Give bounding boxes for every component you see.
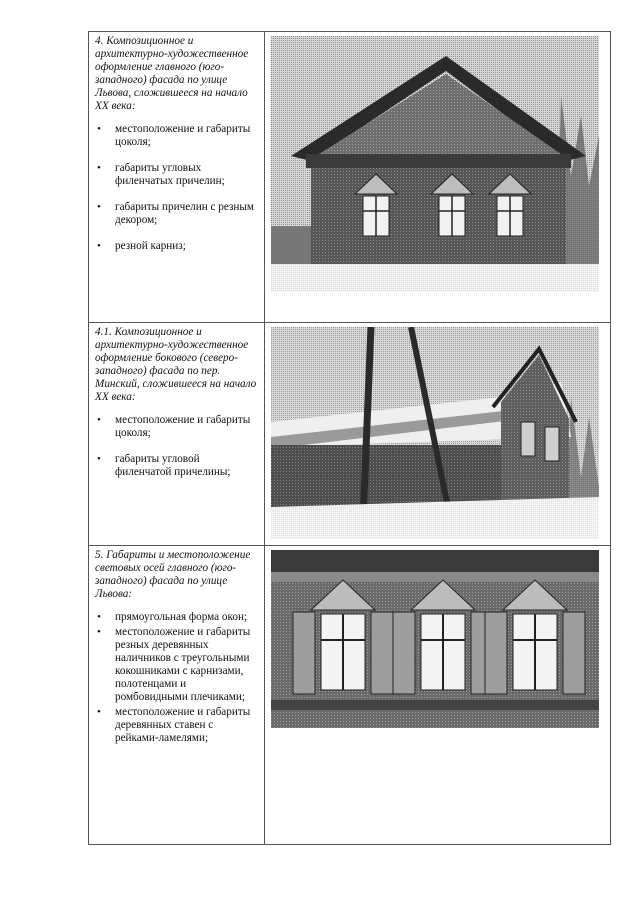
text-cell [89, 546, 265, 845]
photo-cell [265, 323, 611, 546]
text-cell [89, 32, 265, 323]
windows-photo [271, 550, 599, 728]
list-item: • местоположение и габариты цоколя; [95, 414, 258, 440]
list-item: • местоположение и габариты деревянных ставен с рейками-ламелями; [95, 706, 258, 745]
document-table [88, 31, 611, 845]
list-item: • габариты угловых филенчатых причелин; [95, 162, 258, 188]
item-list [95, 123, 258, 253]
list-item: • местоположение и габариты резных деревянных наличников с треугольными кокошниками с карнизами, полотенцами и ромбовидными плечиками; [95, 626, 258, 704]
section-heading: 4.1. Композиционное и архитектурно-художественное оформление бокового (северо-западного) фасада по пер. Минский, сложившееся на начало XX века: [95, 326, 257, 403]
list-item: • местоположение и габариты цоколя; [95, 123, 258, 149]
photo-cell [265, 546, 611, 845]
section-heading: 5. Габариты и местоположение световых осей главного (юго-западного) фасада по улице Львова: [95, 549, 251, 600]
section-heading: 4. Композиционное и архитектурно-художественное оформление главного (юго-западного) фасада по улице Львова, сложившееся на начало XX века: [95, 35, 249, 112]
list-item: • габариты причелин с резным декором; [95, 201, 258, 227]
item-list [95, 611, 258, 745]
item-list [95, 414, 258, 479]
list-item: • резной карниз; [95, 240, 258, 253]
main-facade-photo [271, 36, 599, 292]
text-cell [89, 323, 265, 546]
side-facade-photo [271, 327, 599, 539]
list-item: • прямоугольная форма окон; [95, 611, 258, 624]
table-row [89, 546, 611, 845]
table-row [89, 32, 611, 323]
table-row [89, 323, 611, 546]
photo-cell [265, 32, 611, 323]
list-item: • габариты угловой филенчатой причелины; [95, 453, 258, 479]
